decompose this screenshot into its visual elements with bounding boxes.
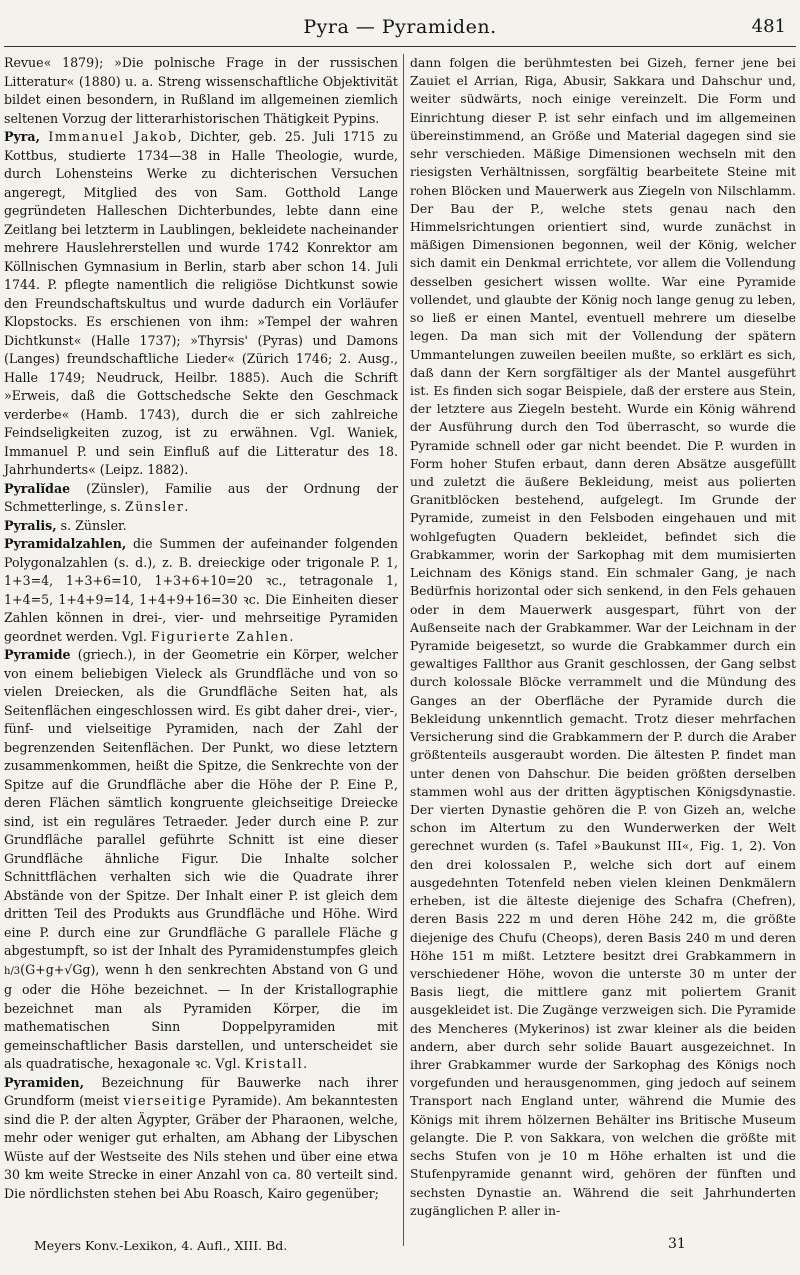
entry-pyramide-text-2: wenn h den senkrechten Abstand von G und g oder die Höhe bezeichnet. — In der Kristallographie bezeichnet man als Pyramiden Körper, die im mathematischen Sinn Doppelpyramiden mit gemeinschaftlicher Basis darstellen, und unterscheidet sie als quadratische, hexagonale ꝛc. Vgl. — [4, 961, 398, 1071]
entry-pyramiden-text: Bezeichnung für Bauwerke nach ihrer Grundform (meist — [4, 1074, 398, 1108]
entry-pypin-continued: Revue« 1879); »Die polnische Frage in der russischen Litteratur« (1880) u. a. Streng wissenschaftliche Objektivität bildet einen besondern, in Rußland im allgemeinen ziemlich seltenen Vorzug der litterarhistorischen Thätigkeit Pypins. — [4, 55, 398, 126]
footer-sheet-number: 31 — [668, 1236, 686, 1252]
lemma-pyra: Pyra, — [4, 129, 40, 144]
pyra-given-name: Immanuel Jakob — [48, 129, 178, 144]
entry-pyramide — [4, 646, 398, 1074]
entry-pyramiden-text-2: Pyramide). Am bekanntesten sind die P. der alten Ägypter, Gräber der Pharaonen, welche, mehr oder weniger gut erhalten, am Abhang der Libyschen Wüste auf der Westseite des Nils stehen und über eine etwa 30 km weite Strecke in einer Anzahl von ca. 80 verteilt sind. Die nördlichsten stehen bei Abu Roasch, Kairo gegenüber; — [4, 1093, 398, 1201]
entry-pyralis — [4, 517, 398, 536]
running-title: Pyra — Pyramiden. — [303, 16, 497, 38]
entry-pyramidalzahlen-text: die Summen der aufeinander folgenden Polygonalzahlen (s. d.), z. B. dreieckige oder trigonale P. 1, 1+3=4, 1+3+6=10, 1+3+6+10=20 ꝛc., tetragonale 1, 1+4=5, 1+4+9=14, 1+4+9+16=30 ꝛc. Die Einheiten dieser Zahlen können in drei-, vier- und mehrseitige Pyramiden geordnet werden. Vgl. — [4, 536, 398, 644]
entry-pyralis-text: s. Zünsler. — [56, 517, 127, 533]
entry-pyra-text: , Dichter, geb. 25. Juli 1715 zu Kottbus, studierte 1734—38 in Halle Theologie, wurde, durch Lohensteins Werke zu dichterischen Versuchen angeregt, Mitglied des von Sam. Gotthold Lange gegründeten Halleschen Dichterbundes, lebte dann eine Zeitlang bei letzterm in Laublingen, bekleidete nacheinander mehrere Hauslehrerstellen und wurde 1742 Konrektor am Köllnischen Gymnasium in Berlin, starb aber schon 14. Juli 1744. P. pflegte namentlich die religiöse Dichtkunst sowie den Freundschaftskultus und wurde dadurch ein Vorläufer Klopstocks. Es erschienen von ihm: »Tempel der wahren Dichtkunst« (Halle 1737); »Thyrsis' (Pyras) und Damons (Langes) freundschaftliche Lieder« (Zürich 1746; 2. Ausg., Halle 1749; Neudruck, Heilbr. 1885). Auch die Schrift »Erweis, daß die Gottschedsche Sekte den Geschmack verderbe« (Hamb. 1743), durch die er sich zahlreiche Feindseligkeiten zuzog, ist zu erwähnen. Vgl. Waniek, Immanuel P. und sein Einfluß auf die Litteratur des 18. Jahrhunderts« (Leipz. 1882). — [4, 129, 399, 477]
lemma-pyralidae: Pyralĭdae — [4, 480, 71, 496]
entry-pyramidalzahlen — [4, 535, 398, 646]
cross-ref-zuensler: Zünsler — [124, 499, 185, 514]
entry-pyralidae-text: (Zünsler), Familie aus der Ordnung der Schmetterlinge, s. — [4, 480, 398, 514]
emphasis-vierseitige: vierseitige — [123, 1093, 208, 1108]
cross-ref-kristall: Kristall — [244, 1056, 304, 1071]
left-column — [4, 54, 398, 1203]
header-rule — [4, 46, 796, 47]
lemma-pyralis: Pyralis, — [4, 517, 57, 533]
entry-pyramidalzahlen-end: . — [289, 628, 294, 644]
cross-ref-figurierte-zahlen: Figurierte Zahlen — [150, 628, 290, 644]
entry-pyramiden-continued: dann folgen die berühmtesten bei Gizeh, ferner jene bei Zauiet el Arrian, Riga, Abusir, Sakkara und Dahschur und, weiter südwärts, noch einige vereinzelt. Die Form und Einrichtung dieser P. ist sehr einfach und im allgemeinen übereinstimmend, an Größe und Material dagegen sind sie sehr verschieden. Mäßige Dimensionen wechseln mit den riesigsten Verhältnissen, sorgfältig bearbeitete Steine mit rohen Blöcken und Mauerwerk aus Ziegeln von Nilschlamm. Der Bau der P., welche stets genau nach den Himmelsrichtungen orientiert sind, wurde zunächst in mäßigen Dimensionen begonnen, weil der König, welcher sich damit ein Denkmal errichtete, vor allem die Vollendung desselben gesichert wissen wollte. War eine Pyramide vollendet, und glaubte der König noch lange genug zu leben, so ließ er einen Mantel, eventuell mehrere um dieselbe legen. Da man sich mit der Vollendung der spätern Ummantelungen zuweilen beeilen mußte, so erklärt es sich, daß dann der Kern sorgfältiger als der Mantel ausgeführt ist. Es finden sich sogar Beispiele, daß der erstere aus Stein, der letztere aus Ziegeln besteht. Wurde ein König während der Ausführung durch den Tod überrascht, so wurde die Pyramide schnell oder gar nicht beendet. Die P. wurden in Form hoher Stufen erbaut, dann deren Absätze ausgefüllt und zuletzt die äußere Bekleidung, meist aus polierten Granitblöcken bestehend, aufgelegt. Im Grunde der Pyramide, zumeist in den Felsboden eingehauen und mit wohlgefugten Quadern bekleidet, befindet sich die Grabkammer, worin der Sarkophag mit dem mumisierten Leichnam des Königs stand. Ein schmaler Gang, je nach Bedürfnis horizontal oder sich senkend, in den Fels gehauen oder in dem Mauerwerk ausgespart, führt von der Außenseite nach der Grabkammer. War der Leichnam in der Pyramide beigesetzt, so wurde die Grabkammer durch ein gewaltiges Fallthor aus Granit geschlossen, der Gang selbst durch kolossale Blöcke verrammelt und die Mündung des Ganges an der Oberfläche der Pyramide durch die Bekleidung unkenntlich gemacht. Trotz dieser mehrfachen Versicherung sind die Grabkammern der P. durch die Araber größtenteils ausgeraubt worden. Die ältesten P. findet man unter denen von Dahschur. Die beiden größten derselben stammen wohl aus der dritten ägyptischen Königsdynastie. Der vierten Dynastie gehören die P. von Gizeh an, welche schon im Altertum zu den Wunderwerken der Welt gerechnet wurden (s. Tafel »Baukunst III«, Fig. 1, 2). Von den drei kolossalen P., welche sich dort auf einem ausgedehnten Totenfeld neben vielen kleinen Denkmälern erheben, ist die älteste diejenige des Schafra (Chefren), deren Basis 222 m und deren Höhe 242 m, die größte diejenige des Chufu (Cheops), deren Basis 240 m und deren Höhe 151 m mißt. Letztere besitzt drei Grabkammern in verschiedener Höhe, wovon die unterste 30 m unter der Basis liegt, die mittlere ganz mit poliertem Granit ausgekleidet ist. Die Zugänge verzweigen sich. Die Pyramide des Mencheres (Mykerinos) ist zwar kleiner als die beiden andern, aber durch sehr solide Bauart ausgezeichnet. In ihrer Grabkammer wurde der Sarkophag des Königs noch vorgefunden und herausgenommen, ging jedoch auf seinem Transport nach England unter, während die Mumie des Königs mit ihrem hölzernen Behälter ins Britische Museum gelangte. Die P. von Sakkara, von welchen die größte mit sechs Stufen von je 10 m Höhe erhalten ist und die Stufenpyramide genannt wird, gehören der fünften und sechsten Dynastie an. Während die seit Jahrhunderten zugänglichen P. aller in- — [410, 55, 796, 1218]
entry-pyralidae — [4, 480, 398, 517]
lemma-pyramidalzahlen: Pyramidalzahlen, — [4, 536, 127, 551]
entry-pyralidae-end: . — [184, 499, 189, 514]
entry-pyra — [4, 128, 398, 480]
running-head — [0, 12, 800, 46]
entry-pyramide-end: . — [303, 1056, 308, 1071]
entry-pyramiden — [4, 1074, 398, 1204]
lemma-pyramiden: Pyramiden, — [4, 1074, 85, 1090]
footer-signature: Meyers Konv.-Lexikon, 4. Aufl., XIII. Bd. — [34, 1238, 288, 1253]
formula-fraction: h/3 — [4, 965, 21, 977]
lemma-pyramide: Pyramide — [4, 647, 71, 662]
right-column — [410, 54, 796, 1220]
column-divider — [403, 54, 404, 1246]
formula-expression: (G+g+√Gg), — [20, 961, 100, 977]
entry-pyramide-text: (griech.), in der Geometrie ein Körper, welcher von einem beliebigen Vieleck als Grundfläche und von so vielen Dreiecken, als die Grundfläche Seiten hat, als Seitenflächen eingeschlossen wird. Es gibt daher drei-, vier-, fünf- und vielseitige Pyramiden, nach der Zahl der begrenzenden Seitenflächen. Der Punkt, wo diese letztern zusammenkommen, heißt die Spitze, die Senkrechte von der Spitze auf die Grundfläche aber die Höhe der P. Eine P., deren Flächen sämtlich kongruente gleichseitige Dreiecke sind, ist ein reguläres Tetraeder. Jeder durch eine P. zur Grundfläche parallel geführte Schnitt ist eine dieser Grundfläche ähnliche Figur. Die Inhalte solcher Schnittflächen verhalten sich wie die Quadrate ihrer Abstände von der Spitze. Der Inhalt einer P. ist gleich dem dritten Teil des Produkts aus Grundfläche und Höhe. Wird eine P. durch eine zur Grundfläche G parallele Fläche g abgestumpft, so ist der Inhalt des Pyramidenstumpfes gleich — [4, 647, 398, 958]
page-number: 481 — [751, 16, 786, 37]
